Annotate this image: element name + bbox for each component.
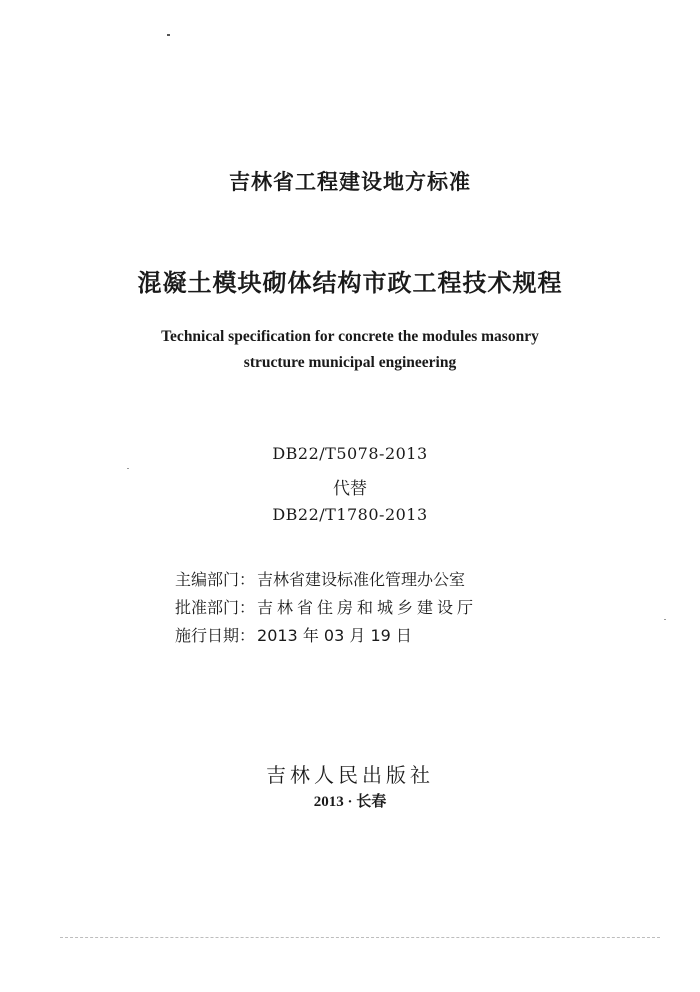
info-label: 主编部门： (175, 570, 256, 589)
document-title-chinese: 混凝土模块砌体结构市政工程技术规程 (137, 269, 563, 297)
info-label: 批准部门： (175, 598, 256, 617)
standard-series-title: 吉林省工程建设地方标准 (229, 170, 471, 194)
info-row-approver (175, 595, 477, 618)
publisher-name: 吉林人民出版社 (266, 763, 434, 787)
standard-code: DB22/T5078-2013 (272, 444, 428, 463)
publish-year-city: 2013 · 长春 (313, 794, 387, 810)
scan-speck (167, 34, 170, 36)
scan-speck (664, 619, 666, 620)
document-title-english-line2: structure municipal engineering (243, 354, 457, 371)
info-row-effective-date (175, 623, 412, 646)
info-label: 施行日期： (175, 626, 256, 645)
document-title-english-line1: Technical specification for concrete the modules masonry (161, 328, 539, 345)
info-row-editor (175, 567, 465, 590)
scan-speck (127, 468, 129, 469)
info-value: 2013 年 03 月 19 日 (257, 626, 412, 645)
info-value: 吉林省建设标准化管理办公室 (257, 570, 466, 589)
replaces-label: 代替 (333, 479, 367, 499)
info-value: 吉林省住房和城乡建设厅 (257, 598, 478, 617)
replaced-standard-code: DB22/T1780-2013 (272, 505, 428, 524)
scan-artifact-line (60, 937, 660, 938)
